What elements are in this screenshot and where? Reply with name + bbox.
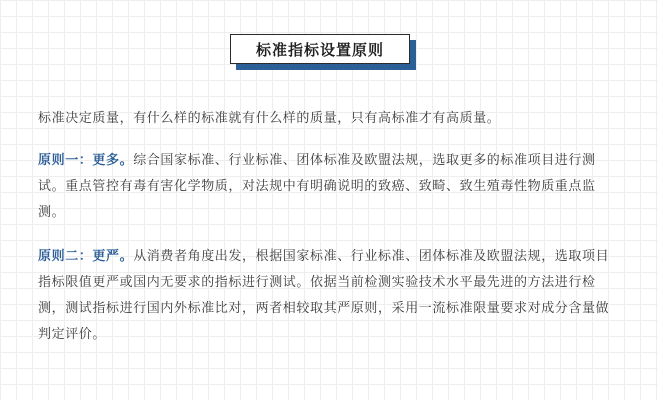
- article-body: [38, 106, 622, 366]
- section-title: 标准指标设置原则: [230, 34, 410, 64]
- section-title-badge: [230, 34, 416, 70]
- principle-two-text: 从消费者角度出发，根据国家标准、行业标准、团体标准及欧盟法规，选取项目指标限值更严或国内无要求的指标进行测试。依据当前检测实验技术水平最先进的方法进行检测，测试指标进行国内外标准比对，两者相较取其严原则，采用一流标准限量要求对成分含量做判定评价。: [38, 249, 610, 342]
- principle-two-heading: 原则二：更严。: [38, 249, 134, 264]
- intro-paragraph: 标准决定质量，有什么样的标准就有什么样的质量，只有高标准才有高质量。: [38, 111, 501, 126]
- principle-one-text: 综合国家标准、行业标准、团体标准及欧盟法规，选取更多的标准项目进行测试。重点管控有毒有害化学物质，对法规中有明确说明的致癌、致畸、致生殖毒性物质重点监测。: [38, 153, 596, 220]
- principle-two-paragraph: [38, 244, 622, 348]
- principle-one-paragraph: [38, 148, 622, 226]
- principle-one-heading: 原则一：更多。: [38, 153, 134, 168]
